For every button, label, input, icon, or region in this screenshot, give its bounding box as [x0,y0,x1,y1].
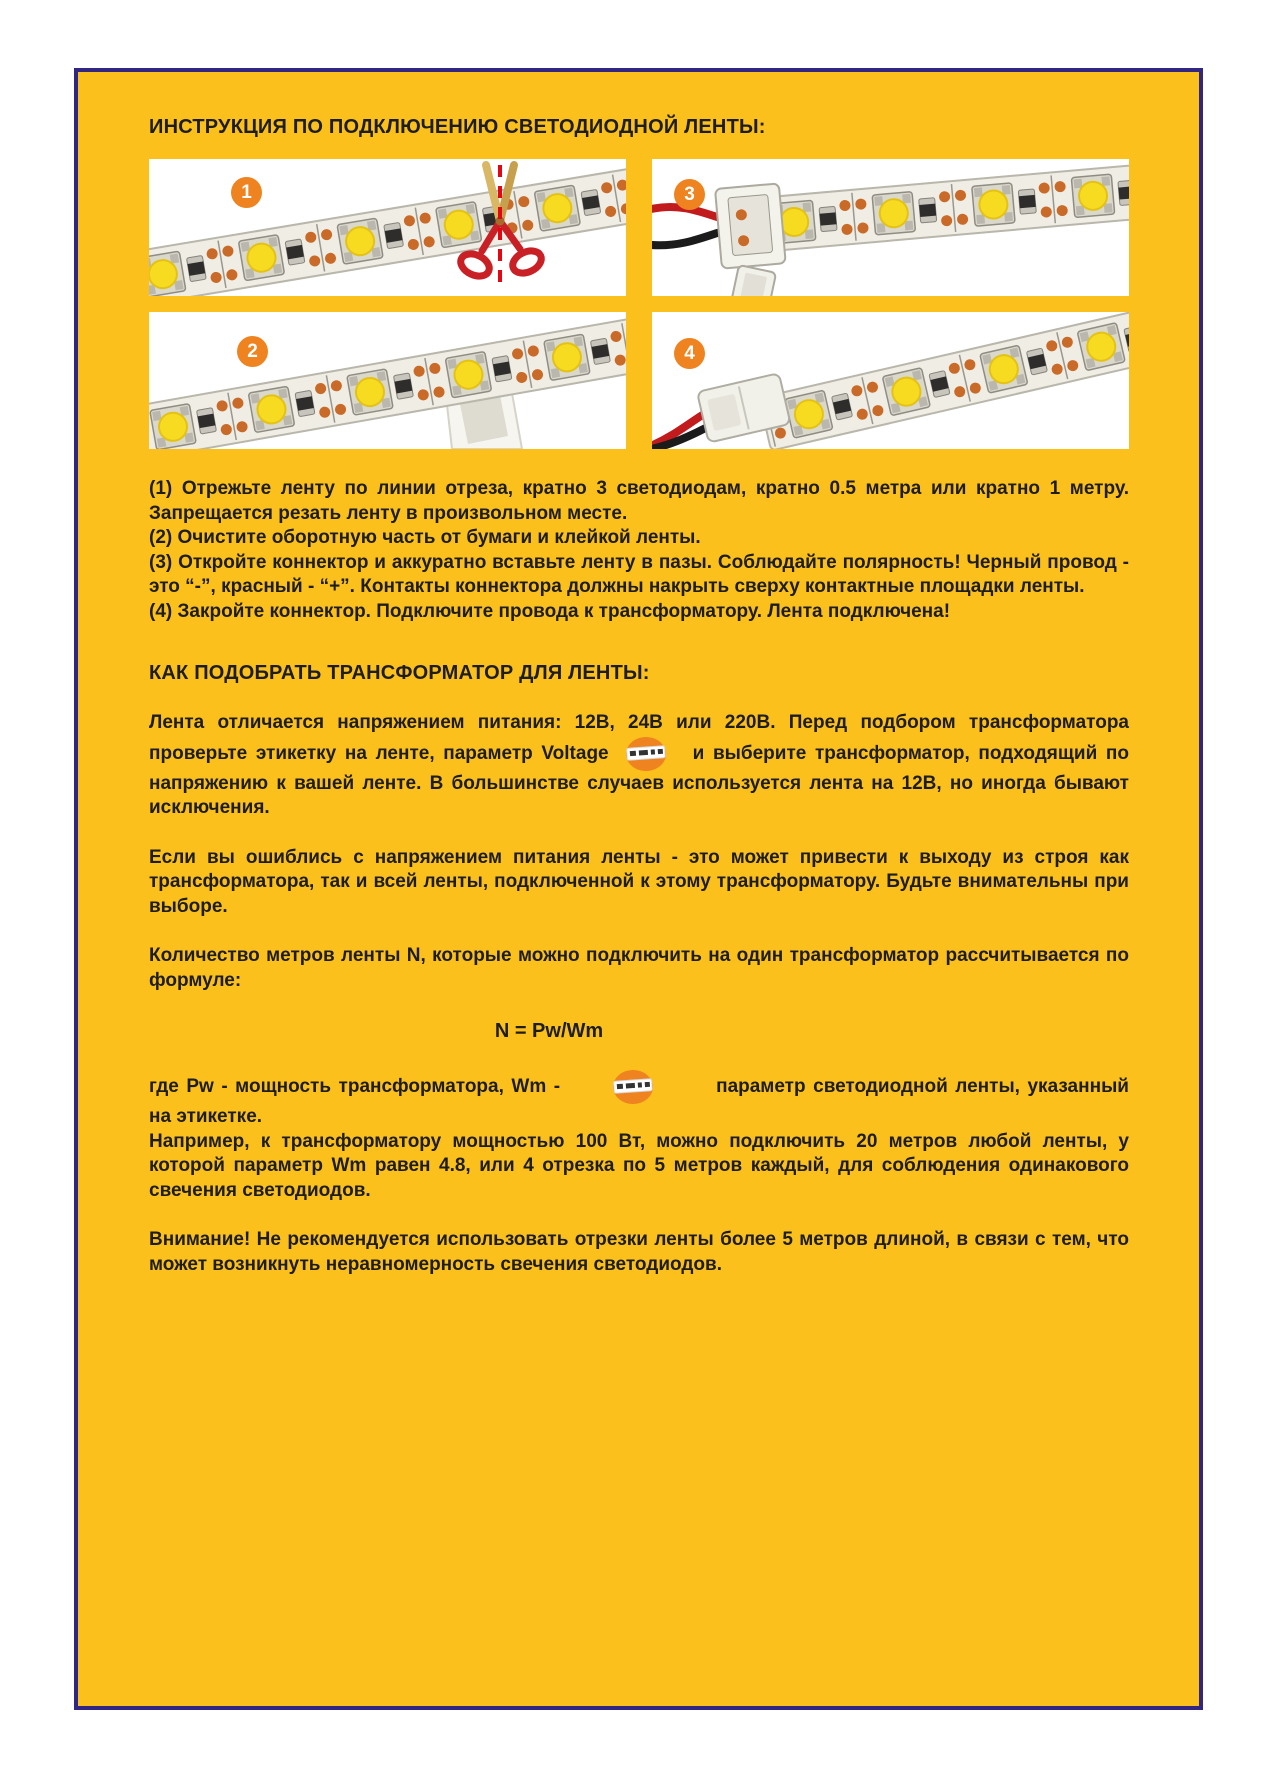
photo-panel-grid [149,159,1129,449]
step-badge-1: 1 [231,177,262,208]
black-wire [652,231,723,245]
photo-panel-adhesive-backing [149,312,626,449]
voltage-paragraph-before: Лента отличается напряжением питания: 12В, 24В или 220В. Перед подбором трансформатора проверьте этикетку на ленте, параметр Voltage [149,712,1129,764]
example-paragraph: Например, к трансформатору мощностью 100 Вт, можно подключить 20 метров любой ленты, у которой параметр Wm равен 4.8, или 4 отрезка по 5 метров каждый, для соблюдения одинакового свечения светодиодов. [149,1130,1129,1201]
step-1-text: (1) Отрежьте ленту по линии отреза, кратно 3 светодиодам, кратно 0.5 метра или кратно 1 метру. Запрещается резать ленту в произвольном месте. [149,478,1129,524]
page-title: ИНСТРУКЦИЯ ПО ПОДКЛЮЧЕНИЮ СВЕТОДИОДНОЙ ЛЕНТЫ: [149,116,766,138]
wm-paragraph [149,1069,1129,1130]
step-badge-4: 4 [674,338,705,369]
wm-paragraph-before: где Pw - мощность трансформатора, Wm - [149,1076,561,1098]
section-heading: КАК ПОДОБРАТЬ ТРАНСФОРМАТОР ДЛЯ ЛЕНТЫ: [149,662,650,684]
step-3-text: (3) Откройте коннектор и аккуратно вставьте ленту в пазы. Соблюдайте полярность! Черный провод - это “-”, красный - “+”. Контакты коннектора должны накрыть сверху контактные площадки ленты. [149,551,1129,597]
step-badge-3: 3 [674,179,705,210]
step-badge-2: 2 [237,336,268,367]
connection-steps [149,477,1129,624]
led-strip-cutting-photo [149,159,626,296]
wrong-voltage-paragraph: Если вы ошиблись с напряжением питания ленты - это может привести к выходу из строя как трансформатора, так и всей ленты, подключенной к этому трансформатору. Будьте внимательны при выборе. [149,846,1129,917]
formula-intro-paragraph: Количество метров ленты N, которые можно подключить на один трансформатор рассчитывается по формуле: [149,945,1129,991]
warning-paragraph: Внимание! Не рекомендуется использовать отрезки ленты более 5 метров длиной, в связи с тем, что может возникнуть неравномерность свечения светодиодов. [149,1229,1129,1275]
step-2-text: (2) Очистите оборотную часть от бумаги и клейкой ленты. [149,527,701,548]
connector-body [715,183,786,268]
photo-panel-closed-connector [652,312,1129,449]
connector-lid [731,265,776,296]
led-strip-backing-photo [149,312,626,449]
formula: N = Pw/Wm [494,1020,604,1042]
photo-panel-cut-strip [149,159,626,296]
voltage-label-icon [625,736,667,772]
voltage-paragraph-after: и выберите трансформатор, подходящий по напряжению к вашей ленте. В большинстве случаев используется лента на 12В, но иногда бывают исключения. [149,742,1129,818]
instruction-sheet [74,68,1203,1710]
photo-panel-open-connector [652,159,1129,296]
voltage-paragraph [149,711,1129,821]
step-4-text: (4) Закройте коннектор. Подключите провода к трансформатору. Лента подключена! [149,600,951,622]
wm-label-icon [612,1069,654,1105]
led-strip-connector-open-photo [652,159,1129,296]
wm-paragraph-after: параметр светодиодной ленты, указанный на этикетке. [149,1076,1129,1127]
led-strip-connector-closed-photo [652,312,1129,449]
